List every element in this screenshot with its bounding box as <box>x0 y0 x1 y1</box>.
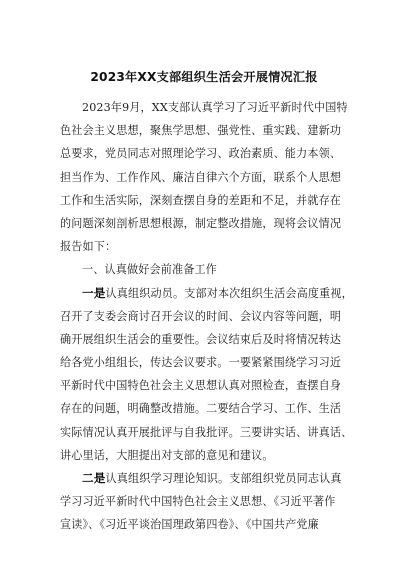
line-text: 色社会主义思想，聚焦学思想、强党性、重实践、建新功 <box>60 124 342 138</box>
text-line <box>60 305 360 328</box>
text-line <box>60 142 360 165</box>
line-text: 实际情况认真开展批评与自我批评。三要讲实话、讲真话、 <box>60 425 353 439</box>
text-line <box>60 467 360 490</box>
text-line <box>60 235 360 258</box>
text-line <box>60 96 360 119</box>
line-text: 报告如下： <box>60 240 117 254</box>
line-text: 确开展组织生活会的重要性。会议结束后及时将情况转达 <box>60 332 342 346</box>
line-text: 2023年9月，XX支部认真学习了习近平新时代中国特 <box>82 101 348 114</box>
line-text: 召开了支委会商讨召开会议的时间、会议内容等问题，明 <box>60 309 342 323</box>
document-title: 2023年XX支部组织生活会开展情况汇报 <box>90 70 318 84</box>
text-line <box>60 282 360 305</box>
bold-lead: 二是 <box>82 471 106 485</box>
text-line <box>60 351 360 374</box>
text-line <box>60 119 360 142</box>
line-text: 存在的问题，明确整改措施。二要结合学习、工作、生活 <box>60 402 342 416</box>
line-text: 给各党小组组长，传达会议要求。一要紧紧围绕学习习近 <box>60 356 342 370</box>
text-line <box>60 328 360 351</box>
document-body <box>60 96 360 537</box>
line-text: 认真组织动员。支部对本次组织生活会高度重视， <box>105 286 353 300</box>
text-line <box>60 212 360 235</box>
line-text: 讲心里话，大胆提出对支部的意见和建议。 <box>60 448 274 462</box>
text-line <box>60 258 360 281</box>
line-text: 宣读》、《习近平谈治国理政第四卷》、《中国共产党廉 <box>60 518 319 532</box>
line-text: 担当作为、工作作风、廉洁自律六个方面，联系个人思想 <box>60 170 342 184</box>
line-text: 一、认真做好会前准备工作 <box>82 263 217 277</box>
line-text: 学习习近平新时代中国特色社会主义思想、《习近平著作 <box>60 495 336 509</box>
text-line <box>60 513 360 536</box>
text-line <box>60 189 360 212</box>
line-text: 总要求，党员同志对照理论学习、政治素质、能力本领、 <box>60 147 342 161</box>
text-line <box>60 444 360 467</box>
bold-lead: 一是 <box>82 285 106 300</box>
text-line <box>60 397 360 420</box>
text-line <box>60 421 360 444</box>
line-text: 工作和生活实际，深刻查摆自身的差距和不足，并就存在 <box>60 193 342 207</box>
text-line <box>60 166 360 189</box>
text-line <box>60 490 360 513</box>
line-text: 认真组织学习理论知识。支部组织党员同志认真 <box>105 472 342 485</box>
text-line <box>60 374 360 397</box>
line-text: 的问题深刻剖析思想根源，制定整改措施，现将会议情况 <box>60 216 342 230</box>
line-text: 平新时代中国特色社会主义思想认真对照检查，查摆自身 <box>60 379 342 393</box>
